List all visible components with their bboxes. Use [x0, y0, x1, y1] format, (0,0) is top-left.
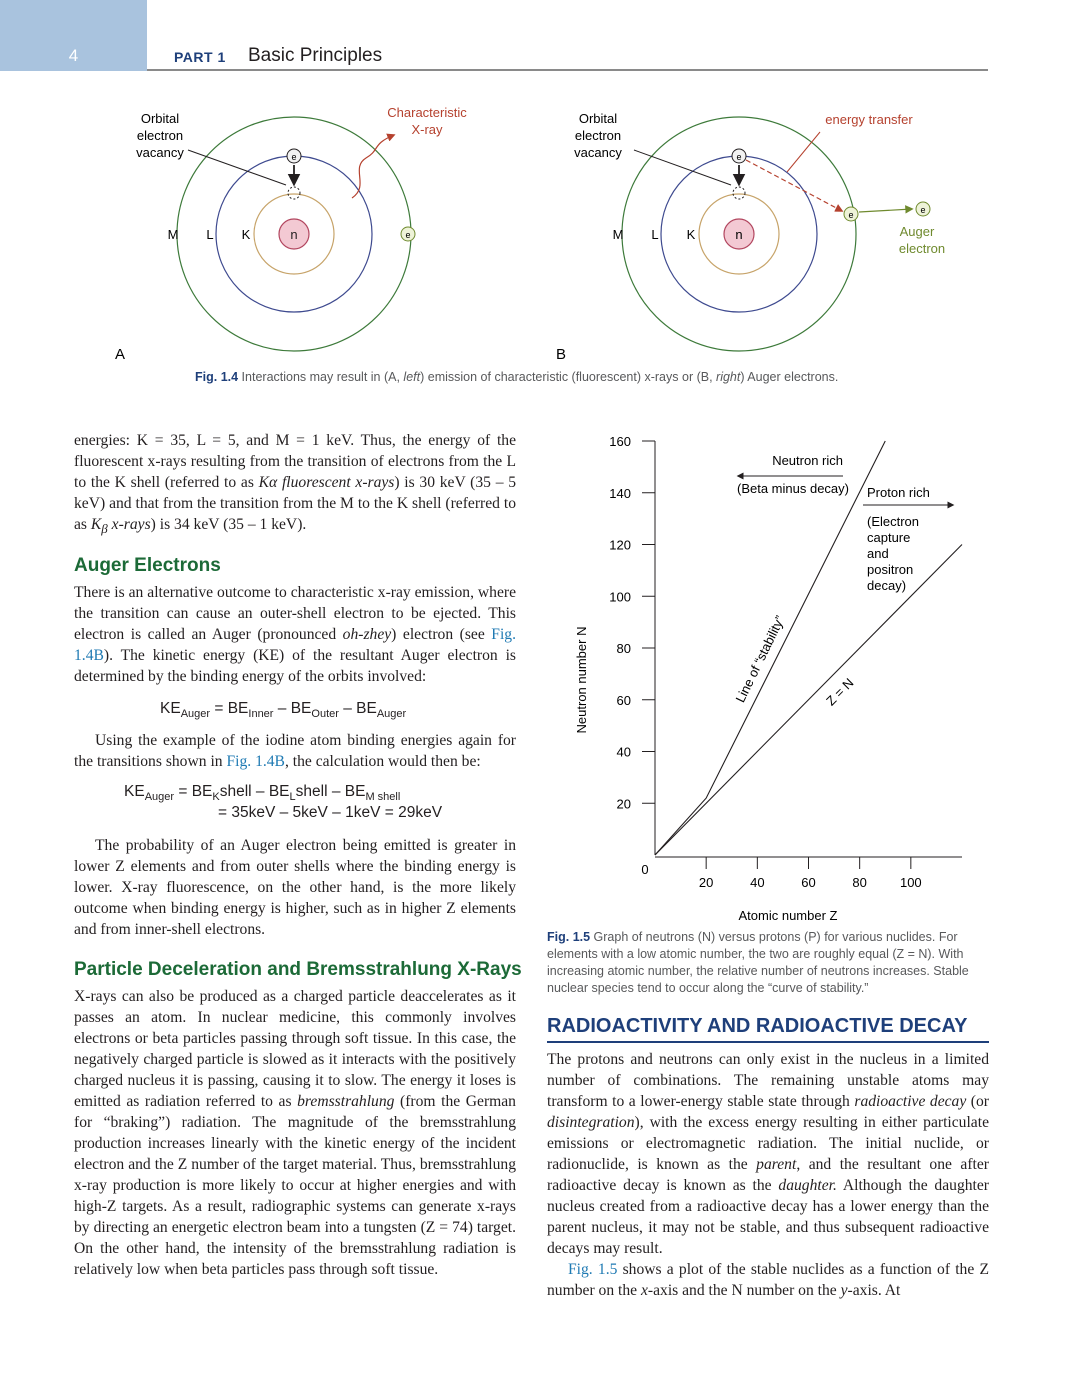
using-paragraph	[74, 730, 516, 772]
panel-label-a: A	[114, 346, 126, 363]
eq-sub: Auger	[376, 708, 407, 721]
beta-minus-label: (Beta minus decay)	[737, 481, 849, 496]
eq-part: – BE	[273, 700, 312, 717]
heading-bremsstrahlung: Particle Deceleration and Bremsstrahlung X-Rays	[74, 959, 522, 980]
heading-radioactivity: RADIOACTIVITY AND RADIOACTIVE DECAY	[547, 1015, 968, 1037]
text-run: (from the German for “braking”) radiation. The magnitude of the bremsstrahlung production increases linearly with the kinetic energy of the incident electron and the Z number of the target material. Thus, bremsstrahlung x-ray production is more likely to occur at higher energies and with high-Z targets. As a result, radiographic systems can generate x-rays by directing an energetic electron beam into a tungsten (Z = 74) target. On the other hand, the intensity of the bremsstrahlung radiation is relatively low when beta particles pass through soft tissue.	[74, 1093, 516, 1278]
text-run: , the calculation would then be:	[284, 753, 481, 770]
eq-part: shell – BE	[219, 783, 290, 800]
eq-sub: K	[212, 791, 220, 804]
shell-label-k: K	[686, 227, 696, 242]
auger-label-line: electron	[898, 241, 946, 256]
term-k-alpha: Kα fluorescent x-rays	[258, 474, 395, 491]
vacancy-label-line: Orbital	[578, 111, 618, 126]
x-axis-label: Atomic number Z	[738, 908, 838, 923]
caption-fig-label: Fig. 1.5	[547, 930, 591, 944]
y-axis-label: Neutron number N	[574, 626, 589, 734]
eq-sub: L	[289, 791, 296, 804]
x-tick-label: 40	[750, 875, 765, 890]
z-equals-n-line	[655, 545, 962, 856]
eq-part: = BE	[210, 700, 249, 717]
text-run: The probability of an Auger electron being emitted is greater in lower Z elements and from outer shells where the binding energy is lower. X-ray fluorescence, on the other hand, is the more likely outcome when binding energy is higher, such as in higher Z elements and from inner-shell electrons.	[74, 837, 516, 938]
x-tick-label: 80	[852, 875, 867, 890]
y-ticks	[609, 434, 655, 811]
electron-label: e	[736, 152, 742, 162]
panel-label-b: B	[555, 346, 567, 363]
y-tick-label: 40	[616, 744, 631, 760]
eq-part: = BE	[174, 783, 213, 800]
caption-left: left	[403, 370, 421, 384]
z-equals-n-label: Z = N	[823, 675, 857, 709]
text-run: The protons and neutrons can only exist in the nucleus in a limited number of combinations. The remaining unstable atoms may transform to a lower-energy stable state through	[547, 1051, 989, 1110]
text-run: ), with the excess energy resulting in either particulate emissions or electromagnetic radiation. The initial nuclide, or radionuclide, is known as the	[547, 1114, 989, 1173]
text-run: ) is 30 keV (35 – 5 keV) and that from the transition from the M to the K shell (referred to as	[74, 474, 517, 533]
panel-b	[556, 111, 945, 363]
caption-text: ) Auger electrons.	[740, 370, 839, 384]
line-of-stability	[655, 441, 885, 855]
xray-wave-arrow	[352, 135, 394, 198]
eq-sub: Inner	[248, 708, 274, 721]
part-label: PART 1	[174, 49, 226, 65]
term-disintegration: disintegration	[547, 1114, 635, 1131]
term-radioactive-decay: radioactive decay	[854, 1093, 967, 1110]
electron-label: e	[405, 230, 411, 240]
heading-rule	[547, 1041, 989, 1043]
term-k-beta: K	[90, 516, 102, 533]
eq-part: shell – BE	[295, 783, 366, 800]
caption-text: Graph of neutrons (N) versus protons (P) for various nuclides. For elements with a low atomic number, the two are roughly equal (Z = N). With increasing atomic number, the relative number of neutrons increases. Stable nuclear species tend to occur along the “curve of stability.”	[547, 930, 969, 995]
page-number: 4	[68, 46, 79, 65]
text-run: , and the resultant one after radioactive decay is known as the	[547, 1156, 989, 1194]
electron-label: e	[848, 210, 854, 220]
term-y: y	[840, 1282, 848, 1299]
x-ticks	[699, 857, 922, 890]
term-parent: parent	[756, 1156, 797, 1173]
energy-transfer-leader	[787, 132, 820, 172]
eq-part: – BE	[338, 700, 377, 717]
y-tick-label: 160	[609, 434, 631, 449]
y-tick-label: 120	[609, 537, 631, 553]
xray-label-line: X-ray	[411, 122, 443, 137]
electron-label: e	[291, 152, 297, 162]
y-tick-label: 140	[609, 485, 631, 501]
caption-fig-label: Fig. 1.4	[195, 370, 239, 384]
eq-part: KE	[124, 783, 145, 800]
electron-capture-line: decay)	[867, 578, 907, 593]
term-bremsstrahlung: bremsstrahlung	[297, 1093, 395, 1110]
term-x: x	[640, 1282, 648, 1299]
electron-label: e	[920, 205, 926, 215]
electron-capture-line: positron	[867, 562, 914, 577]
equation-iodine-line1	[124, 783, 400, 803]
text-run: -axis and the N number on the	[647, 1282, 841, 1299]
panel-a	[115, 105, 467, 363]
eq-sub: M shell	[365, 791, 401, 804]
vacancy-label-line: Orbital	[140, 111, 180, 126]
probability-paragraph	[74, 835, 516, 940]
electron-capture-line: (Electron	[867, 514, 920, 529]
text-run: (or	[966, 1093, 989, 1110]
vacancy-marker	[288, 187, 300, 199]
auger-ejection-arrow	[859, 209, 912, 212]
figure-1-5-caption	[547, 929, 991, 997]
text-run: energies: K = 35, L = 5, and M = 1 keV. Thus, the energy of the fluorescent x-rays resulting from the transition of electrons from the L to the K shell (referred to as	[74, 432, 516, 491]
auger-paragraph	[74, 582, 516, 687]
energy-transfer-label: energy transfer	[825, 112, 913, 127]
energy-transfer-arrow	[746, 160, 842, 211]
vacancy-leader	[188, 150, 286, 185]
term-k-beta-rest: x-rays	[107, 516, 151, 533]
origin-label: 0	[641, 862, 649, 877]
nucleus-label: n	[735, 227, 743, 242]
figure-link[interactable]: Fig. 1.5	[568, 1261, 618, 1278]
eq-sub: Auger	[144, 791, 175, 804]
proton-rich-label: Proton rich	[867, 485, 930, 500]
x-tick-label: 60	[801, 875, 816, 890]
equation-iodine-line2: = 35keV – 5keV – 1keV = 29keV	[218, 804, 443, 821]
figure-link[interactable]: Fig. 1.4B	[226, 753, 285, 770]
intro-paragraph	[74, 430, 516, 539]
vacancy-label-line: electron	[574, 128, 622, 143]
shell-label-m: M	[167, 227, 179, 242]
electron-capture-line: capture	[867, 530, 911, 545]
x-tick-label: 100	[899, 875, 922, 890]
nucleus-label: n	[290, 227, 298, 242]
neutron-rich-label: Neutron rich	[772, 453, 843, 468]
heading-auger-electrons: Auger Electrons	[74, 555, 221, 576]
term-daughter: daughter.	[778, 1177, 837, 1194]
text-run: shows a plot of the stable nuclides as a function of the Z number on the	[547, 1261, 989, 1299]
xray-label-line: Characteristic	[387, 105, 467, 120]
vacancy-marker	[733, 187, 745, 199]
line-of-stability-label: Line of “stability”	[732, 613, 788, 705]
shell-label-k: K	[241, 227, 251, 242]
text-run: There is an alternative outcome to characteristic x-ray emission, where the transition can cause an outer-shell electron to be ejected. This electron is called an Auger (pronounced	[74, 584, 516, 643]
chapter-title: Basic Principles	[248, 45, 383, 66]
caption-text: Interactions may result in (A,	[238, 370, 404, 384]
equation-auger-ke	[160, 700, 406, 720]
y-tick-label: 80	[616, 641, 631, 656]
text-run: X-rays can also be produced as a charged particle deaccelerates as it passes an atom. In nuclear medicine, this commonly involves electrons or beta particles passing through soft tissue. In this case, the negatively charged particle is slowed as it interacts with the positively charged nucleus it is passing, causing it to slow. The energy it loses is emitted as radiation referred to as	[74, 988, 516, 1110]
vacancy-label-line: vacancy	[136, 145, 184, 160]
eq-part: KE	[160, 700, 181, 717]
eq-sub: Outer	[311, 708, 339, 721]
x-tick-label: 20	[698, 875, 714, 890]
text-run: ) is 34 keV (35 – 1 keV).	[150, 516, 307, 533]
auger-label-line: Auger	[899, 224, 935, 239]
y-tick-label: 60	[616, 692, 631, 708]
figure-1-4-caption	[195, 369, 885, 386]
radioactivity-paragraph	[547, 1049, 989, 1301]
vacancy-label-line: vacancy	[574, 145, 622, 160]
term-pronunciation: oh-zhey	[342, 626, 392, 643]
caption-text: ) emission of characteristic (fluorescent) x-rays or (B,	[420, 370, 717, 384]
y-tick-label: 100	[609, 589, 631, 605]
text-run: Although the daughter nucleus created from a radioactive decay has a lower energy than the parent nucleus, it may not be stable, and thus subsequent radioactive decays may result.	[547, 1177, 989, 1257]
shell-label-m: M	[612, 227, 624, 242]
electron-capture-line: and	[867, 546, 889, 561]
y-tick-label: 20	[616, 796, 631, 812]
eq-sub: Auger	[180, 708, 211, 721]
figure-1-4	[0, 0, 1073, 370]
vacancy-label-line: electron	[136, 128, 184, 143]
text-run: Using the example of the iodine atom binding energies again for the transitions shown in	[74, 732, 516, 770]
text-run: ) electron (see	[391, 626, 492, 643]
bremsstrahlung-paragraph	[74, 986, 516, 1280]
caption-right: right	[716, 370, 741, 384]
term-k-beta-sub: β	[101, 521, 108, 537]
text-run: -axis. At	[847, 1282, 901, 1299]
shell-label-l: L	[651, 227, 659, 242]
figure-link[interactable]: Fig. 1.4B	[74, 626, 516, 664]
shell-label-l: L	[206, 227, 214, 242]
text-run: ). The kinetic energy (KE) of the resultant Auger electron is determined by the binding energy of the orbits involved:	[74, 647, 516, 685]
